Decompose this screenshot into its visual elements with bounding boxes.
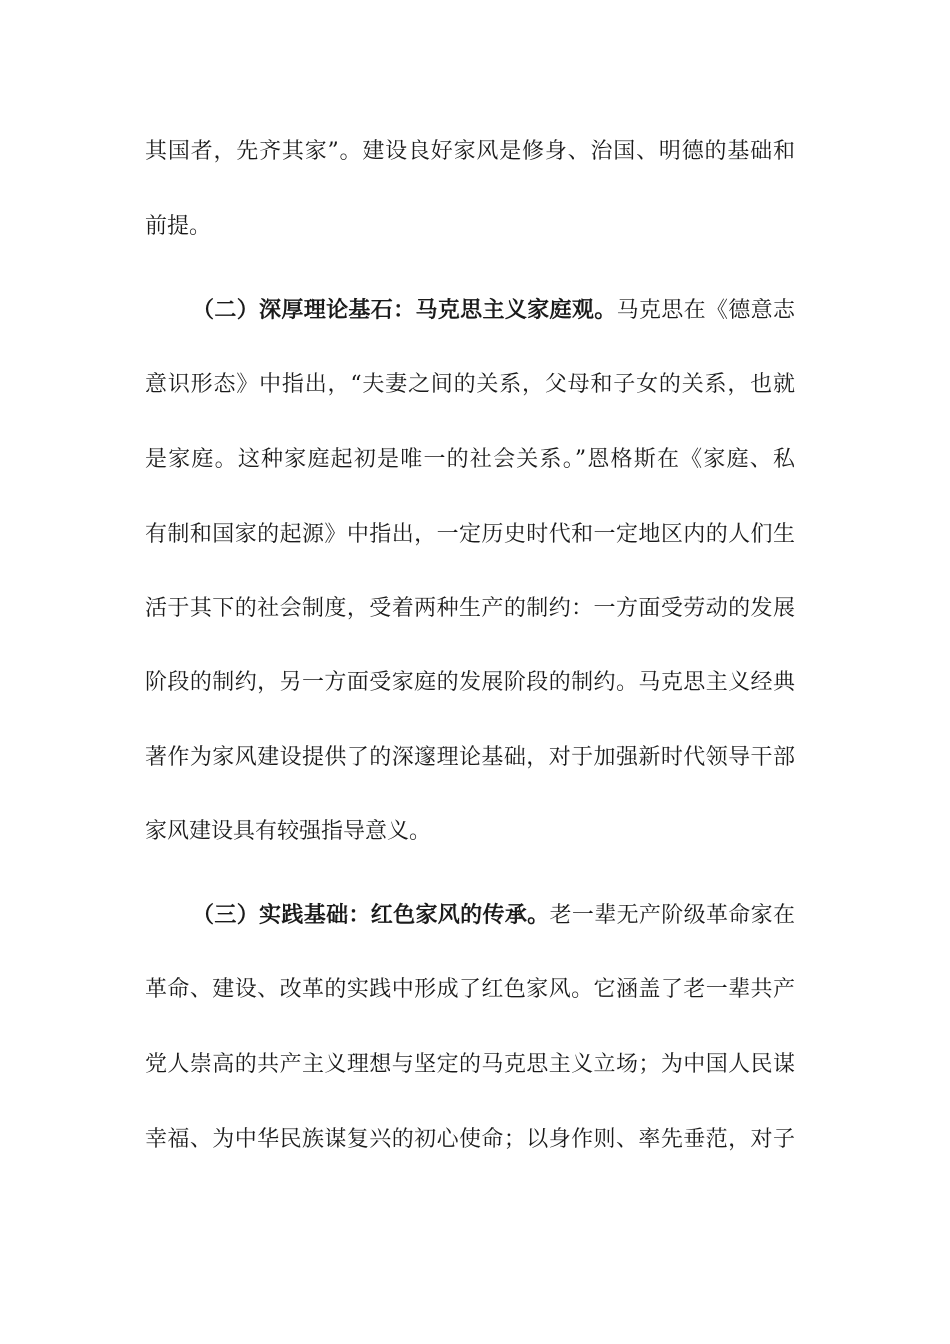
paragraph-line: [145, 1050, 795, 1080]
line-text: 幸福、为中华民族谋复兴的初心使命；以身作则、率先垂范，对子: [145, 1127, 795, 1152]
line-text: 党人崇高的共产主义理想与坚定的马克思主义立场；为中国人民谋: [145, 1052, 795, 1077]
paragraph-line: [145, 212, 795, 242]
section-heading-line: [192, 900, 795, 930]
line-text: 阶段的制约，另一方面受家庭的发展阶段的制约。马克思主义经典: [145, 670, 795, 695]
paragraph-line: [145, 1125, 795, 1155]
paragraph-line: [145, 137, 795, 167]
paragraph-line: [145, 445, 795, 475]
paragraph-line: [145, 743, 795, 773]
line-text: 有制和国家的起源》中指出，一定历史时代和一定地区内的人们生: [145, 522, 795, 547]
paragraph-line: [145, 594, 795, 624]
line-text: 是家庭。这种家庭起初是唯一的社会关系。”恩格斯在《家庭、私: [145, 447, 795, 472]
paragraph-line: [145, 370, 795, 400]
line-text: 活于其下的社会制度，受着两种生产的制约：一方面受劳动的发展: [145, 596, 795, 621]
line-text: 前提。: [145, 214, 212, 239]
paragraph-line: [145, 520, 795, 550]
line-text: 著作为家风建设提供了的深邃理论基础，对于加强新时代领导干部: [145, 745, 795, 770]
line-text: 家风建设具有较强指导意义。: [145, 819, 432, 844]
paragraph-line: [145, 975, 795, 1005]
section-heading-line: [192, 295, 795, 325]
paragraph-line: [145, 817, 795, 847]
paragraph-line: [145, 668, 795, 698]
line-text: 其国者，先齐其家”。建设良好家风是修身、治国、明德的基础和: [145, 139, 795, 164]
line-text: 意识形态》中指出，“夫妻之间的关系，父母和子女的关系，也就: [145, 372, 795, 397]
line-text: 马克思在《德意志: [616, 298, 795, 323]
line-text: 老一辈无产阶级革命家在: [549, 903, 795, 928]
line-text: 革命、建设、改革的实践中形成了红色家风。它涵盖了老一辈共产: [145, 977, 795, 1002]
section-heading: （二）深厚理论基石：马克思主义家庭观。: [192, 297, 617, 323]
section-heading: （三）实践基础：红色家风的传承。: [192, 902, 550, 928]
